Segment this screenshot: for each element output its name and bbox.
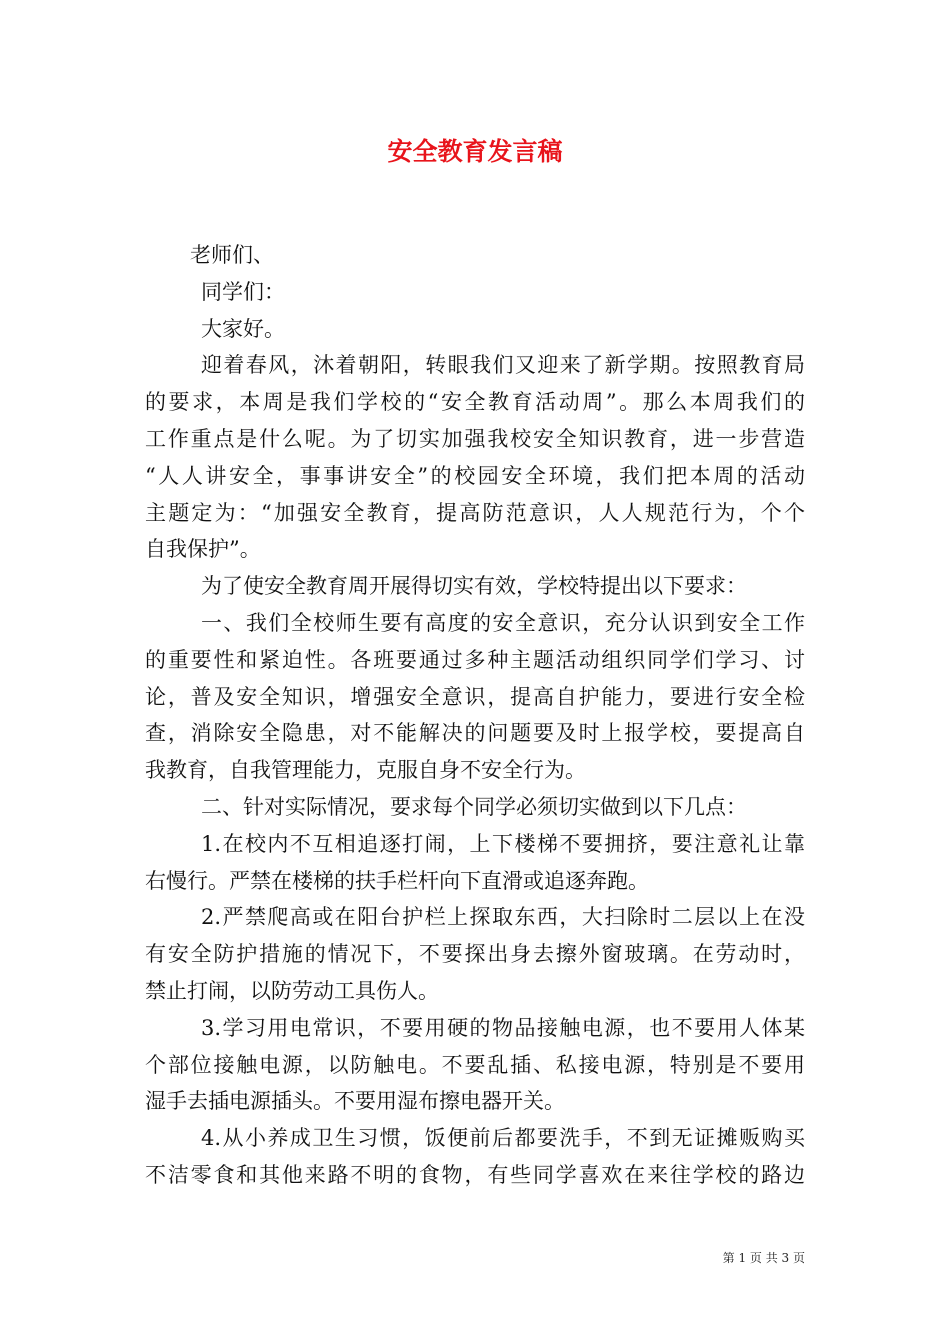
page-number: 第 1 页 共 3 页: [722, 1251, 805, 1265]
text-line: 3.学习用电常识，不要用硬的物品接触电源，也不要用人体某: [201, 1015, 805, 1040]
text-line: 主题定为：“加强安全教育，提高防范意识，人人规范行为，个个: [145, 500, 805, 525]
text-line: 工作重点是什么呢。为了切实加强我校安全知识教育，进一步营造: [145, 426, 805, 451]
text-line: “人人讲安全，事事讲安全”的校园安全环境，我们把本周的活动: [145, 463, 805, 488]
text-line: 右慢行。严禁在楼梯的扶手栏杆向下直滑或追逐奔跑。: [145, 868, 649, 893]
text-line: 二、针对实际情况，要求每个同学必须切实做到以下几点：: [201, 794, 747, 819]
text-line: 老师们、: [190, 243, 274, 267]
text-line: 查，消除安全隐患，对不能解决的问题要及时上报学校，要提高自: [145, 721, 805, 746]
text-line: 禁止打闹，以防劳动工具伤人。: [145, 978, 439, 1003]
document-title: 安全教育发言稿: [387, 137, 563, 166]
text-line: 有安全防护措施的情况下，不要探出身去擦外窗玻璃。在劳动时，: [145, 942, 805, 967]
text-line: 我教育，自我管理能力，克服自身不安全行为。: [145, 758, 586, 783]
text-line: 不洁零食和其他来路不明的食物，有些同学喜欢在来往学校的路边: [145, 1162, 805, 1187]
text-line: 的重要性和紧迫性。各班要通过多种主题活动组织同学们学习、讨: [145, 647, 805, 672]
text-line: 湿手去插电源插头。不要用湿布擦电器开关。: [145, 1089, 565, 1114]
text-line: 一、我们全校师生要有高度的安全意识，充分认识到安全工作: [201, 610, 805, 635]
text-line: 为了使安全教育周开展得切实有效，学校特提出以下要求：: [201, 574, 747, 599]
text-line: 迎着春风，沐着朝阳，转眼我们又迎来了新学期。按照教育局: [201, 353, 805, 378]
text-line: 1.在校内不互相追逐打闹，上下楼梯不要拥挤，要注意礼让靠: [201, 831, 805, 856]
text-line: 论，普及安全知识，增强安全意识，提高自护能力，要进行安全检: [145, 684, 805, 709]
text-line: 个部位接触电源，以防触电。不要乱插、私接电源，特别是不要用: [145, 1052, 805, 1077]
text-line: 大家好。: [201, 316, 285, 341]
text-line: 同学们：: [201, 279, 285, 304]
text-line: 自我保护”。: [145, 537, 261, 562]
text-line: 的要求，本周是我们学校的“安全教育活动周”。那么本周我们的: [145, 390, 805, 415]
document-body: [145, 237, 805, 1194]
text-line: 2.严禁爬高或在阳台护栏上探取东西，大扫除时二层以上在没: [201, 905, 805, 930]
text-line: 4.从小养成卫生习惯，饭便前后都要洗手，不到无证摊贩购买: [201, 1126, 805, 1151]
